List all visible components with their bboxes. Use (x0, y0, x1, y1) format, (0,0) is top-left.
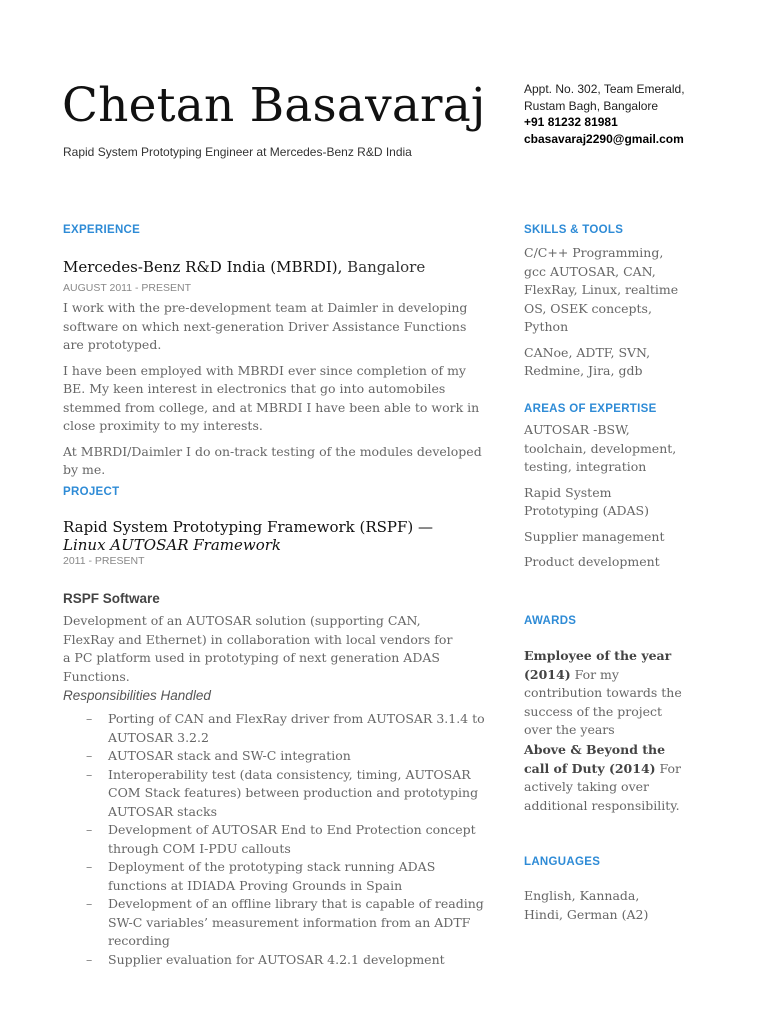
experience-heading: EXPERIENCE (63, 224, 141, 236)
contact-block (524, 81, 685, 147)
project-description: Development of an AUTOSAR solution (supporting CAN, FlexRay and Ethernet) in collaboration with local vendors for a PC platform used in prototyping of next generation ADAS Functions. (63, 613, 453, 684)
project-subheading: RSPF Software (63, 591, 160, 606)
award-item (524, 647, 684, 740)
org-location: Bangalore (342, 258, 426, 276)
org-name: Mercedes-Benz R&D India (MBRDI), (63, 258, 343, 276)
list-item: – Interoperability test (data consistency, timing, AUTOSAR COM Stack features) between production and prototyping AUTOSAR stacks (86, 766, 479, 819)
list-item-text: Development of an offline library that is capable of reading SW-C variables’ measurement information from an ADTF recording (108, 896, 484, 948)
expertise-item: Rapid System Prototyping (ADAS) (524, 484, 649, 518)
project-title (63, 518, 463, 554)
list-item-text: Deployment of the prototyping stack running ADAS functions at IDIADA Proving Grounds in Spain (108, 859, 436, 893)
project-title-text: Rapid System Prototyping Framework (RSPF) — (63, 518, 434, 536)
list-item: – Deployment of the prototyping stack running ADAS functions at IDIADA Proving Grounds in Spain (86, 859, 436, 893)
award-title: Above & Beyond the call of Duty (2014) (524, 742, 666, 776)
list-item: – Development of AUTOSAR End to End Protection concept through COM I-PDU callouts (86, 822, 476, 856)
expertise-item: Supplier management (524, 528, 665, 544)
languages-text: English, Kannada, Hindi, German (A2) (524, 888, 649, 922)
project-title-italic: Linux AUTOSAR Framework (63, 536, 282, 554)
expertise-item: Product development (524, 554, 660, 569)
list-item-text: Interoperability test (data consistency, timing, AUTOSAR COM Stack features) between production and prototyping AUTOSAR stacks (108, 766, 479, 819)
skills-list (524, 244, 684, 388)
award-item (524, 741, 684, 815)
project-heading: PROJECT (63, 486, 120, 498)
experience-paragraph: I have been employed with MBRDI ever since completion of my BE. My keen interest in electronics that go into automobiles stemmed from college, and at MBRDI I have been able to work in close proximity to my interests. (63, 362, 480, 433)
experience-org (63, 258, 425, 276)
responsibilities-heading: Responsibilities Handled (63, 688, 211, 703)
award-text: For my contribution towards the success of the project over the years (524, 666, 682, 737)
project-dates: 2011 - PRESENT (63, 555, 145, 567)
skills-heading: SKILLS & TOOLS (524, 224, 624, 236)
list-item: – AUTOSAR stack and SW-C integration (86, 748, 351, 763)
list-item: – Porting of CAN and FlexRay driver from AUTOSAR 3.1.4 to AUTOSAR 3.2.2 (86, 711, 485, 745)
responsibilities-list (86, 710, 486, 969)
tagline: Rapid System Prototyping Engineer at Mercedes-Benz R&D India (63, 145, 412, 159)
list-item: – Supplier evaluation for AUTOSAR 4.2.1 development (86, 951, 445, 967)
list-item: – Development of an offline library that is capable of reading SW-C variables’ measurement information from an ADTF recording (86, 896, 484, 948)
email-address[interactable]: cbasavaraj2290@gmail.com (524, 131, 684, 146)
phone-number: +91 81232 81981 (524, 115, 618, 129)
skills-item: C/C++ Programming, gcc AUTOSAR, CAN, FlexRay, Linux, realtime OS, OSEK concepts, Python (524, 245, 679, 334)
experience-dates: AUGUST 2011 - PRESENT (63, 282, 191, 294)
experience-body (63, 299, 483, 480)
experience-paragraph: At MBRDI/Daimler I do on-track testing of the modules developed by me. (63, 443, 482, 477)
skills-item: CANoe, ADTF, SVN, Redmine, Jira, gdb (524, 344, 651, 378)
list-item-text: Supplier evaluation for AUTOSAR 4.2.1 development (108, 951, 445, 967)
expertise-list (524, 421, 689, 579)
address-line-2: Rustam Bagh, Bangalore (524, 98, 659, 113)
expertise-heading: AREAS OF EXPERTISE (524, 403, 657, 415)
expertise-item: AUTOSAR -BSW, toolchain, development, testing, integration (524, 422, 677, 474)
address-line-1: Appt. No. 302, Team Emerald, (524, 82, 685, 96)
awards-heading: AWARDS (524, 615, 577, 627)
resume-name: Chetan Basavaraj (62, 78, 486, 133)
experience-paragraph: I work with the pre-development team at Daimler in developing software on which next-generation Driver Assistance Functions are prototyped. (63, 300, 468, 352)
languages-heading: LANGUAGES (524, 856, 601, 868)
award-text: For actively taking over additional responsibility. (524, 760, 682, 813)
award-title: Employee of the year (2014) (524, 648, 672, 682)
list-item-text: AUTOSAR stack and SW-C integration (108, 748, 351, 763)
list-item-text: Development of AUTOSAR End to End Protection concept through COM I-PDU callouts (108, 822, 476, 856)
list-item-text: Porting of CAN and FlexRay driver from AUTOSAR 3.1.4 to AUTOSAR 3.2.2 (108, 711, 485, 745)
